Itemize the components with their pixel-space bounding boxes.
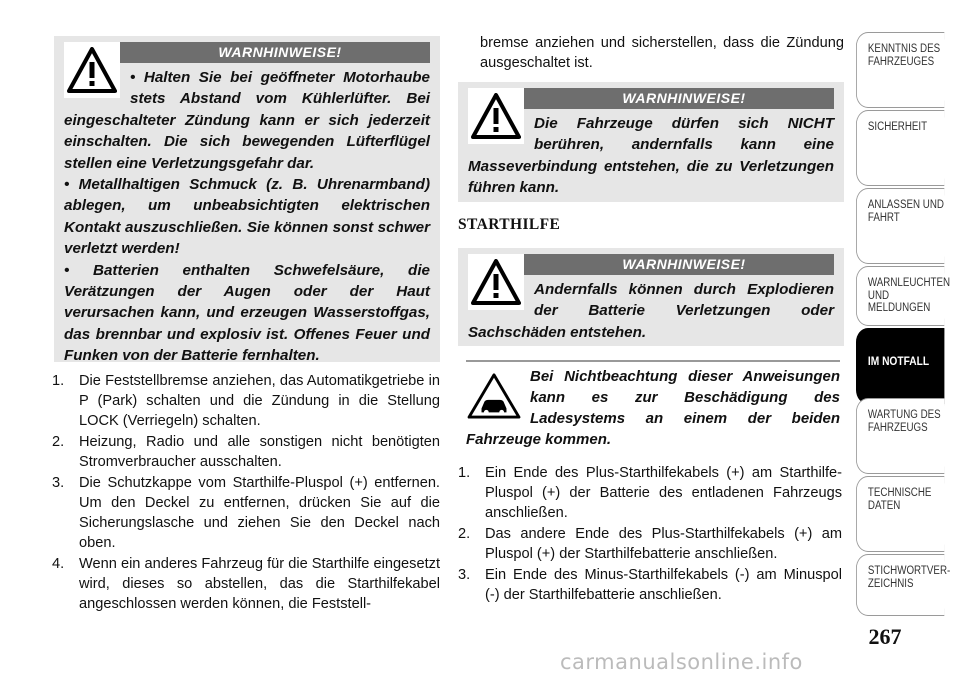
right-steps [458, 463, 842, 606]
left-steps [52, 371, 440, 615]
list-item: 2. Das andere Ende des Plus-Starthilfekabels (+) am Pluspol (+) der Starthilfebatterie anschließen. [458, 526, 842, 562]
right-warning-box-1 [458, 82, 844, 202]
tab-im-notfall[interactable]: IM NOTFALL [856, 328, 944, 404]
page-number: 267 [868, 624, 902, 649]
list-item: 1. Die Feststellbremse anziehen, das Automatikgetriebe in P (Park) schalten und die Zündung in die Stellung LOCK (Verriegeln) schalten. [52, 373, 440, 429]
warning-text: Die Fahrzeuge dürfen sich NICHT berühren, andernfalls kann eine Masseverbindung entstehen, die zu Verletzungen führen kann. [468, 115, 834, 197]
list-item: 3. Ein Ende des Minus-Starthilfekabels (-) am Minuspol (-) der Starthilfebatterie anschließen. [458, 567, 842, 603]
warning-text: Andernfalls können durch Explodieren der Batterie Verletzungen oder Sachschäden entstehen. [468, 281, 834, 341]
tab-kenntnis[interactable]: KENNTNIS DES FAHRZEUGES [856, 32, 944, 108]
warning-triangle-icon [64, 42, 120, 98]
tab-wartung[interactable]: WARTUNG DES FAHRZEUGS [856, 398, 944, 474]
watermark: carmanualsonline.info [560, 650, 803, 674]
tab-anlassen[interactable]: ANLASSEN UND FAHRT [856, 188, 944, 264]
notice-text: Bei Nichtbeachtung dieser Anweisungen kann es zur Beschädigung des Ladesystems an einem der beiden Fahrzeuge kommen. [466, 368, 840, 448]
warning-triangle-icon [468, 88, 524, 144]
section-title: STARTHILFE [458, 216, 561, 233]
warning-triangle-icon [468, 254, 524, 310]
list-item: 2. Heizung, Radio und alle sonstigen nicht benötigten Stromverbraucher ausschalten. [52, 434, 440, 470]
tab-stichwortverzeichnis[interactable]: STICHWORTVER-ZEICHNIS [856, 554, 944, 616]
tab-technische-daten[interactable]: TECHNISCHE DATEN [856, 476, 944, 552]
list-item: 4. Wenn ein anderes Fahrzeug für die Starthilfe eingesetzt wird, dieses so abstellen, das die Starthilfekabel angeschlossen werden können, die Feststell- [52, 556, 440, 612]
warning-paragraph: • Halten Sie bei geöffneter Motorhaube stets Abstand vom Kühlerlüfter. Bei eingeschalteter Zündung kann er sich jederzeit einschalten. Die sich bewegenden Lüfterflügel stellen eine Verletzungsgefahr dar. [64, 69, 430, 172]
warning-header: WARNHINWEISE! [468, 88, 834, 109]
car-warning-icon [466, 370, 522, 422]
left-warning-box [54, 36, 440, 365]
divider [466, 360, 840, 362]
tab-sicherheit[interactable]: SICHERHEIT [856, 110, 944, 186]
right-warning-box-2 [458, 248, 844, 346]
tab-warnleuchten[interactable]: WARNLEUCHTEN UND MELDUNGEN [856, 266, 944, 326]
continuation-text: bremse anziehen und sicherstellen, dass die Zündung ausgeschaltet ist. [480, 35, 844, 71]
warning-paragraph: • Metallhaltigen Schmuck (z. B. Uhrenarmband) ablegen, um unbeabsichtigten elektrischen Kontakt auszuschließen. Sie können sonst schwer verletzt werden! [64, 176, 430, 258]
notice-box [466, 360, 840, 452]
chapter-sidebar [856, 0, 960, 678]
list-item: 3. Die Schutzkappe vom Starthilfe-Pluspol (+) entfernen. Um den Deckel zu entfernen, drücken Sie auf die Sicherungslasche und ziehen Sie den Deckel nach oben. [52, 475, 440, 551]
warning-paragraph: • Batterien enthalten Schwefelsäure, die Verätzungen der Augen oder der Haut verursachen kann, und erzeugen Wasserstoffgas, das brennbar und explosiv ist. Offenes Feuer und Funken von der Batterie fernhalten. [64, 261, 430, 365]
warning-header: WARNHINWEISE! [64, 42, 430, 63]
list-item: 1. Ein Ende des Plus-Starthilfekabels (+) am Starthilfe-Pluspol (+) der Batterie des entladenen Fahrzeugs anschließen. [458, 465, 842, 521]
warning-header: WARNHINWEISE! [468, 254, 834, 275]
